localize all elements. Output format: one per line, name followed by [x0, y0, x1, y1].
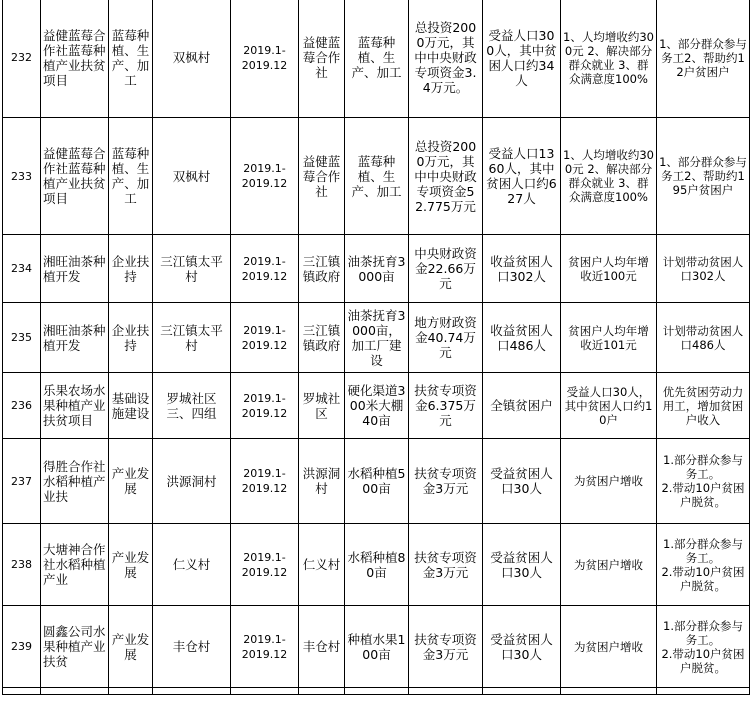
row-number: [3, 235, 41, 303]
construction-content: [345, 303, 409, 373]
project-location: [153, 235, 231, 303]
project-type-text: 企业扶持: [111, 322, 150, 353]
construction-content-text: 种植水果100亩: [347, 631, 406, 662]
fund-amount: [409, 118, 483, 235]
project-period-text: 2019.1- 2019.12: [241, 550, 288, 579]
row-number: [3, 373, 41, 439]
construction-content-text: 水稻种植80亩: [347, 549, 406, 580]
expected-effect: [561, 606, 657, 688]
project-period: [231, 606, 299, 688]
expected-effect: [561, 235, 657, 303]
project-type-text: 企业扶持: [111, 253, 150, 284]
project-name: [41, 0, 109, 118]
project-type-text: 产业发展: [111, 631, 150, 662]
expected-effect: [561, 524, 657, 606]
benefit-mechanism-text: 计划带动贫困人口486人: [662, 323, 744, 352]
project-location-text: 丰仓村: [172, 639, 211, 654]
empty-cell: [231, 688, 299, 695]
benefit-mechanism: [657, 524, 750, 606]
project-period-text: 2019.1- 2019.12: [241, 467, 288, 495]
project-name-text: 大塘神合作社水稻种植产业: [43, 542, 106, 587]
empty-cell: [41, 688, 109, 695]
project-table: [2, 0, 750, 695]
table-row: [3, 118, 750, 235]
project-period-text: 2019.1- 2019.12: [241, 162, 288, 190]
table-row: [3, 439, 750, 524]
benefit-mechanism-text: 1、部分群众参与务工2、帮助约195户贫困户: [659, 155, 747, 197]
project-name: [41, 606, 109, 688]
project-location: [153, 0, 231, 118]
beneficiaries-text: 全镇贫困户: [490, 398, 553, 413]
project-type: [109, 606, 153, 688]
benefit-mechanism-text: 计划带动贫困人口302人: [662, 254, 744, 283]
row-number: [3, 606, 41, 688]
beneficiaries-text: 收益贫困人口302人: [490, 253, 553, 284]
project-location-text: 双枫村: [172, 50, 211, 65]
project-type: [109, 235, 153, 303]
beneficiaries-text: 受益人口300人，其中贫困人口约34人: [486, 27, 557, 88]
project-name: [41, 524, 109, 606]
row-number-text: 239: [11, 640, 32, 653]
project-period-text: 2019.1- 2019.12: [241, 632, 288, 661]
project-type: [109, 373, 153, 439]
beneficiaries-text: 受益贫困人口30人: [490, 631, 553, 662]
project-location-text: 三江镇太平村: [160, 253, 223, 284]
implementing-unit: [299, 235, 345, 303]
table-row: [3, 606, 750, 688]
project-name-text: 湘旺油茶种植开发: [43, 322, 106, 353]
table-row-partial: [3, 688, 750, 695]
project-location-text: 三江镇太平村: [160, 322, 223, 353]
table-row: [3, 0, 750, 118]
implementing-unit: [299, 524, 345, 606]
empty-cell: [109, 688, 153, 695]
beneficiaries-text: 受益贫困人口30人: [490, 549, 553, 580]
implementing-unit: [299, 303, 345, 373]
fund-amount-text: 总投资2000万元，其中中央财政专项资金52.775万元: [414, 138, 477, 214]
benefit-mechanism-text: 1.部分群众参与务工。 2.带动10户贫困户脱贫。: [661, 618, 745, 675]
beneficiaries: [483, 606, 561, 688]
project-location-text: 罗城社区三、四组: [166, 390, 217, 421]
implementing-unit: [299, 0, 345, 118]
expected-effect-text: 1、人均增收约300元 2、解决部分群众就业 3、群众满意度100%: [563, 148, 654, 204]
project-location-text: 仁义村: [172, 557, 211, 572]
benefit-mechanism: [657, 439, 750, 524]
project-location-text: 双枫村: [172, 168, 211, 184]
project-location: [153, 606, 231, 688]
implementing-unit-text: 三江镇镇政府: [302, 253, 341, 284]
project-type-text: 蓝莓种植、生产、加工: [111, 27, 150, 88]
project-name-text: 益健蓝莓合作社蓝莓种植产业扶贫项目: [43, 146, 106, 206]
table-row: [3, 235, 750, 303]
beneficiaries: [483, 439, 561, 524]
construction-content-text: 蓝莓种植、生产、加工: [351, 153, 402, 199]
empty-cell: [153, 688, 231, 695]
implementing-unit-text: 罗城社区: [302, 390, 341, 421]
row-number: [3, 439, 41, 524]
beneficiaries: [483, 118, 561, 235]
implementing-unit: [299, 439, 345, 524]
beneficiaries: [483, 235, 561, 303]
empty-cell: [299, 688, 345, 695]
empty-cell: [657, 688, 750, 695]
row-number: [3, 118, 41, 235]
implementing-unit-text: 益健蓝莓合作社: [302, 35, 341, 80]
beneficiaries-text: 受益人口1360人，其中贫困人口约627人: [486, 146, 557, 206]
fund-amount: [409, 303, 483, 373]
expected-effect-text: 贫困户人均年增收近101元: [568, 323, 649, 352]
project-period: [231, 0, 299, 118]
project-type-text: 产业发展: [111, 549, 150, 580]
row-number: [3, 0, 41, 118]
table-row: [3, 524, 750, 606]
expected-effect-text: 为贫困户增收: [574, 474, 643, 488]
project-name: [41, 303, 109, 373]
project-period: [231, 235, 299, 303]
project-type: [109, 118, 153, 235]
expected-effect-text: 为贫困户增收: [574, 557, 643, 572]
construction-content-text: 硬化渠道300米大棚40亩: [347, 383, 406, 428]
expected-effect: [561, 0, 657, 118]
implementing-unit-text: 三江镇镇政府: [302, 322, 341, 353]
construction-content-text: 水稻种植500亩: [347, 466, 406, 496]
project-period-text: 2019.1- 2019.12: [241, 391, 288, 420]
empty-cell: [3, 688, 41, 695]
beneficiaries: [483, 524, 561, 606]
project-location: [153, 118, 231, 235]
benefit-mechanism: [657, 235, 750, 303]
construction-content-text: 油茶抚育3000亩，加工厂建设: [347, 307, 406, 368]
implementing-unit: [299, 606, 345, 688]
table-row: [3, 373, 750, 439]
project-name-text: 湘旺油茶种植开发: [43, 253, 106, 284]
empty-cell: [483, 688, 561, 695]
benefit-mechanism-text: 1.部分群众参与务工。 2.带动10户贫困户脱贫。: [661, 453, 745, 509]
expected-effect: [561, 118, 657, 235]
fund-amount-text: 中央财政资金22.66万元: [414, 246, 477, 291]
construction-content-text: 蓝莓种植、生产、加工: [351, 35, 402, 80]
benefit-mechanism-text: 优先贫困劳动力用工，增加贫困户收入: [662, 384, 744, 427]
fund-amount-text: 扶贫专项资金3万元: [414, 466, 477, 496]
project-period: [231, 524, 299, 606]
project-period: [231, 303, 299, 373]
row-number-text: 232: [11, 51, 32, 64]
implementing-unit-text: 仁义村: [302, 557, 341, 572]
beneficiaries: [483, 0, 561, 118]
project-name-text: 圆鑫公司水果种植产业扶贫: [43, 624, 106, 669]
row-number-text: 236: [11, 399, 32, 412]
fund-amount-text: 扶贫专项资金6.375万元: [414, 383, 477, 428]
fund-amount-text: 扶贫专项资金3万元: [414, 549, 477, 580]
empty-cell: [345, 688, 409, 695]
expected-effect: [561, 439, 657, 524]
implementing-unit: [299, 373, 345, 439]
project-location: [153, 524, 231, 606]
expected-effect-text: 1、人均增收约300元 2、解决部分群众就业 3、群众满意度100%: [563, 29, 654, 86]
project-type-text: 基础设施建设: [111, 390, 150, 421]
benefit-mechanism: [657, 118, 750, 235]
project-name: [41, 373, 109, 439]
construction-content: [345, 606, 409, 688]
project-name-text: 乐果农场水果种植产业扶贫项目: [43, 383, 106, 428]
fund-amount-text: 地方财政资金40.74万元: [414, 315, 477, 360]
beneficiaries: [483, 373, 561, 439]
project-name: [41, 118, 109, 235]
row-number-text: 237: [11, 474, 32, 488]
fund-amount-text: 总投资2000万元，其中中央财政专项资金3.4万元。: [414, 20, 477, 95]
project-location: [153, 439, 231, 524]
project-type-text: 蓝莓种植、生产、加工: [111, 146, 150, 206]
beneficiaries-text: 受益贫困人口30人: [490, 466, 553, 496]
implementing-unit-text: 丰仓村: [302, 639, 341, 654]
expected-effect: [561, 373, 657, 439]
row-number-text: 235: [11, 331, 32, 344]
table-row: [3, 303, 750, 373]
project-name-text: 益健蓝莓合作社蓝莓种植产业扶贫项目: [43, 27, 106, 88]
project-location: [153, 373, 231, 439]
project-type: [109, 303, 153, 373]
benefit-mechanism-text: 1.部分群众参与务工。 2.带动10户贫困户脱贫。: [661, 536, 745, 593]
empty-cell: [409, 688, 483, 695]
benefit-mechanism: [657, 303, 750, 373]
implementing-unit-text: 洪源洞村: [302, 466, 341, 496]
expected-effect-text: 贫困户人均年增收近100元: [568, 254, 649, 283]
project-location: [153, 303, 231, 373]
project-period-text: 2019.1- 2019.12: [241, 323, 288, 352]
construction-content: [345, 118, 409, 235]
project-location-text: 洪源洞村: [166, 473, 217, 489]
project-period: [231, 439, 299, 524]
project-type: [109, 439, 153, 524]
implementing-unit-text: 益健蓝莓合作社: [302, 153, 341, 199]
project-period: [231, 118, 299, 235]
construction-content: [345, 235, 409, 303]
benefit-mechanism-text: 1、部分群众参与务工2、帮助约12户贫困户: [659, 36, 747, 79]
fund-amount: [409, 0, 483, 118]
fund-amount: [409, 439, 483, 524]
expected-effect-text: 受益人口30人，其中贫困人口约10户: [564, 384, 653, 427]
implementing-unit: [299, 118, 345, 235]
project-type-text: 产业发展: [111, 466, 150, 496]
fund-amount: [409, 235, 483, 303]
benefit-mechanism: [657, 373, 750, 439]
project-type: [109, 0, 153, 118]
project-period: [231, 373, 299, 439]
construction-content: [345, 524, 409, 606]
fund-amount: [409, 606, 483, 688]
construction-content: [345, 439, 409, 524]
beneficiaries-text: 收益贫困人口486人: [490, 322, 553, 353]
construction-content: [345, 373, 409, 439]
project-name: [41, 439, 109, 524]
benefit-mechanism: [657, 606, 750, 688]
fund-amount: [409, 524, 483, 606]
empty-cell: [561, 688, 657, 695]
row-number-text: 234: [11, 262, 32, 275]
project-period-text: 2019.1- 2019.12: [241, 43, 288, 72]
project-type: [109, 524, 153, 606]
row-number: [3, 303, 41, 373]
fund-amount: [409, 373, 483, 439]
fund-amount-text: 扶贫专项资金3万元: [414, 631, 477, 662]
project-name: [41, 235, 109, 303]
beneficiaries: [483, 303, 561, 373]
construction-content-text: 油茶抚育3000亩: [347, 253, 406, 284]
row-number: [3, 524, 41, 606]
project-period-text: 2019.1- 2019.12: [241, 254, 288, 283]
project-name-text: 得胜合作社水稻种植产业扶: [43, 458, 106, 504]
row-number-text: 238: [11, 558, 32, 571]
expected-effect-text: 为贫困户增收: [574, 639, 643, 654]
row-number-text: 233: [11, 169, 32, 183]
construction-content: [345, 0, 409, 118]
benefit-mechanism: [657, 0, 750, 118]
expected-effect: [561, 303, 657, 373]
